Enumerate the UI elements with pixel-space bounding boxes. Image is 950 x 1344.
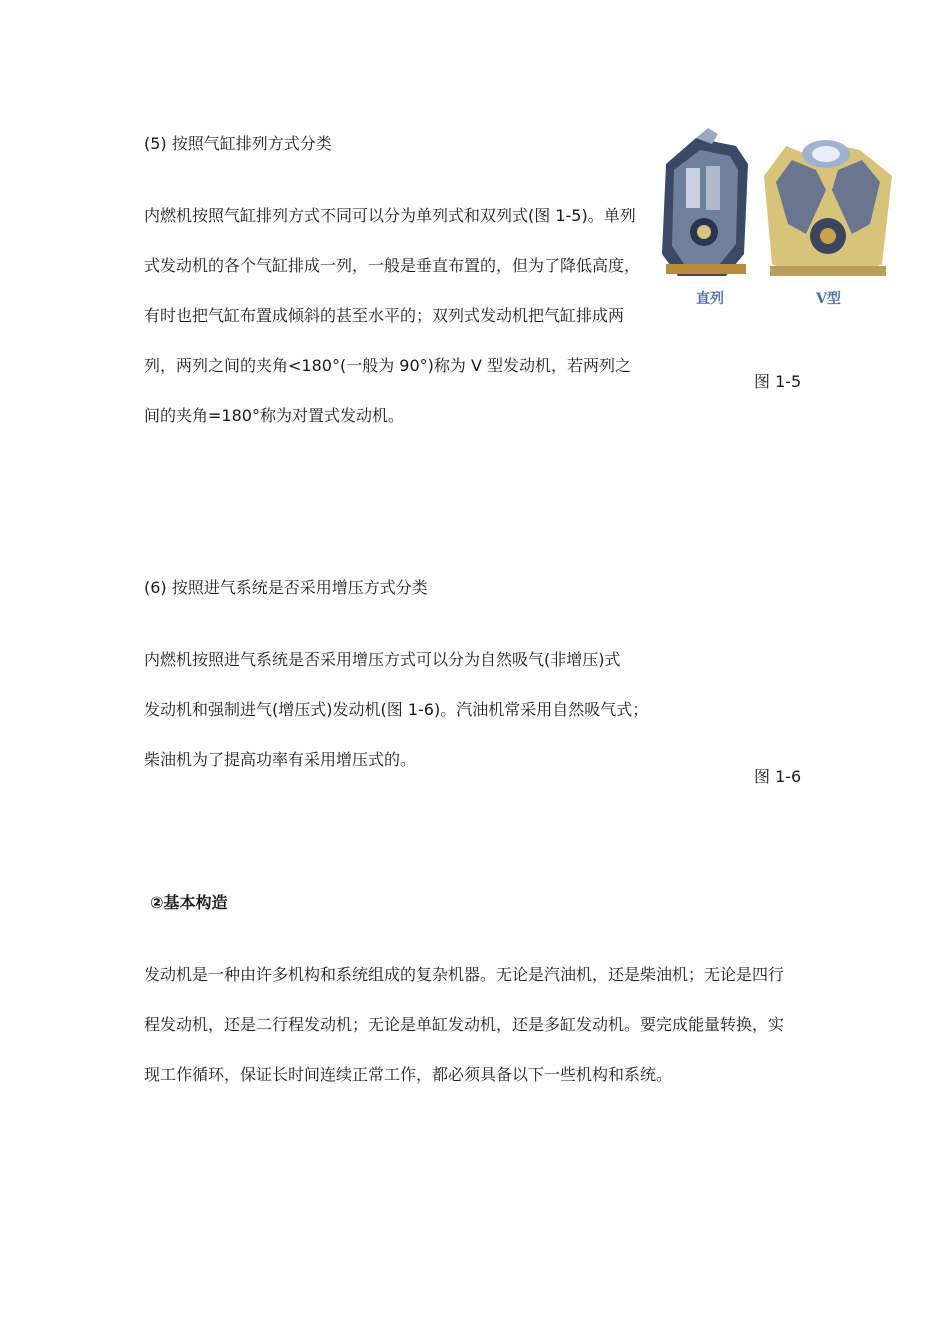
figure-1-5-image <box>656 124 902 310</box>
basic-construction-heading: ②基本构造 <box>150 893 228 912</box>
inline-engine-label: 直列 <box>696 291 724 307</box>
inline-engine-icon <box>662 128 748 276</box>
section-5-line-3: 有时也把气缸布置成倾斜的甚至水平的；双列式发动机把气缸排成两 <box>144 306 625 325</box>
basic-line-2: 程发动机，还是二行程发动机；无论是单缸发动机，还是多缸发动机。要完成能量转换，实 <box>144 1015 785 1034</box>
figure-1-5-caption: 图 1-5 <box>754 372 802 391</box>
section-5-line-5: 间的夹角=180°称为对置式发动机。 <box>144 406 404 425</box>
basic-line-3: 现工作循环，保证长时间连续正常工作，都必须具备以下一些机构和系统。 <box>144 1065 673 1084</box>
v-engine-label: V型 <box>816 291 841 307</box>
section-6-heading: (6) 按照进气系统是否采用增压方式分类 <box>144 578 428 597</box>
section-6-line-1: 内燃机按照进气系统是否采用增压方式可以分为自然吸气(非增压)式 <box>144 650 621 669</box>
section-5-line-2: 式发动机的各个气缸排成一列，一般是垂直布置的，但为了降低高度， <box>144 256 641 275</box>
section-5-line-4: 列，两列之间的夹角<180°(一般为 90°)称为 V 型发动机，若两列之 <box>144 356 631 375</box>
basic-line-1: 发动机是一种由许多机构和系统组成的复杂机器。无论是汽油机，还是柴油机；无论是四行 <box>144 965 785 984</box>
section-6-line-2: 发动机和强制进气(增压式)发动机(图 1-6)。汽油机常采用自然吸气式； <box>144 700 649 719</box>
v-engine-icon <box>764 140 892 276</box>
figure-1-6-caption: 图 1-6 <box>754 767 802 786</box>
section-6-line-3: 柴油机为了提高功率有采用增压式的。 <box>144 750 417 769</box>
section-5-line-1: 内燃机按照气缸排列方式不同可以分为单列式和双列式(图 1-5)。单列 <box>144 206 636 225</box>
section-5-heading: (5) 按照气缸排列方式分类 <box>144 134 332 153</box>
engine-illustration-icon <box>656 124 902 310</box>
